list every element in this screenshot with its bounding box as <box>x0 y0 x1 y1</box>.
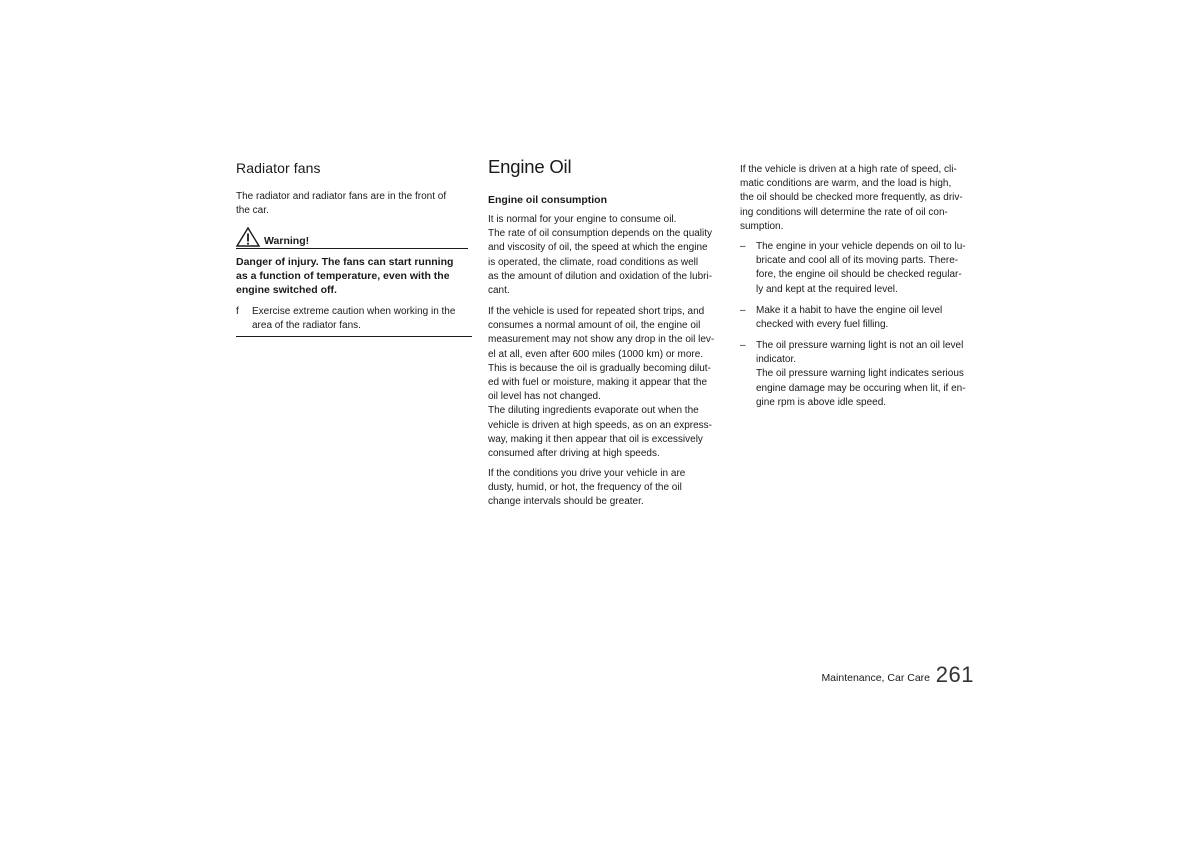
engine-oil-paragraph-3 <box>488 467 726 510</box>
engine-oil-heading: Engine Oil <box>488 156 572 177</box>
text-line: el at all, even after 600 miles (1000 km) or more. <box>488 348 704 360</box>
action-bullet-icon: f <box>236 306 239 317</box>
list-item <box>740 339 980 410</box>
text-line: Danger of injury. The fans can start running <box>236 256 454 268</box>
text-line: the oil should be checked more frequently, as driv- <box>740 192 963 204</box>
text-line: consumes a normal amount of oil, the engine oil <box>488 320 701 332</box>
text-line: area of the radiator fans. <box>252 320 361 332</box>
text-line: ly and kept at the required level. <box>756 283 898 295</box>
text-line: It is normal for your engine to consume oil. <box>488 214 677 225</box>
warning-triangle-icon <box>236 227 260 247</box>
text-line: consumed after driving at high speeds. <box>488 448 660 460</box>
section-divider <box>236 336 472 337</box>
text-line: fore, the engine oil should be checked regular- <box>756 269 962 281</box>
text-line: Exercise extreme caution when working in the <box>252 306 456 317</box>
text-line: The engine in your vehicle depends on oil to lu- <box>756 241 966 252</box>
text-line: way, making it then appear that oil is excessively <box>488 433 703 445</box>
text-line: dusty, humid, or hot, the frequency of the oil <box>488 482 682 494</box>
dash-bullet: – <box>740 340 746 351</box>
list-item <box>740 304 980 332</box>
list-item <box>740 240 980 297</box>
text-line: indicator. <box>756 354 797 366</box>
text-line: checked with every fuel filling. <box>756 319 889 331</box>
high-speed-paragraph <box>740 163 980 234</box>
text-line: bricate and cool all of its moving parts. There- <box>756 255 959 267</box>
engine-oil-paragraph-2 <box>488 305 726 461</box>
text-line: the car. <box>236 205 269 217</box>
text-line: matic conditions are warm, and the load is high, <box>740 178 952 190</box>
text-line: The rate of oil consumption depends on the quality <box>488 228 713 240</box>
text-line: as a function of temperature, even with the <box>236 270 450 283</box>
page-footer <box>790 662 976 690</box>
text-line: sumption. <box>740 220 784 232</box>
warning-header <box>236 227 468 249</box>
text-line: Make it a habit to have the engine oil level <box>756 305 943 316</box>
section-label: Maintenance, Car Care <box>821 672 930 684</box>
text-line: ed with fuel or moisture, making it appear that the <box>488 377 708 389</box>
text-line: The radiator and radiator fans are in the front of <box>236 191 447 202</box>
text-line: This is because the oil is gradually becoming dilut- <box>488 362 711 374</box>
radiator-fans-heading: Radiator fans <box>236 160 321 176</box>
text-line: oil level has not changed. <box>488 391 601 403</box>
dash-bullet: – <box>740 241 746 252</box>
engine-oil-paragraph-1 <box>488 213 726 298</box>
text-line: ing conditions will determine the rate of oil con- <box>740 206 948 218</box>
text-line: The oil pressure warning light indicates serious <box>756 368 964 380</box>
text-line: as the amount of dilution and oxidation of the lubri- <box>488 270 713 282</box>
text-line: measurement may not show any drop in the oil lev- <box>488 334 715 346</box>
text-line: engine damage may be occuring when lit, if en- <box>756 382 966 394</box>
text-line: is operated, the climate, road conditions as well <box>488 256 699 268</box>
text-line: If the vehicle is used for repeated short trips, and <box>488 306 705 317</box>
text-line: change intervals should be greater. <box>488 496 644 508</box>
warning-label: Warning! <box>264 235 310 247</box>
warning-text <box>236 255 470 298</box>
page-number: 261 <box>935 662 974 687</box>
text-line: gine rpm is above idle speed. <box>756 396 887 408</box>
text-line: cant. <box>488 285 510 297</box>
text-line: The diluting ingredients evaporate out when the <box>488 405 699 417</box>
radiator-intro <box>236 190 470 218</box>
action-item <box>236 305 470 333</box>
dash-bullet: – <box>740 305 746 316</box>
text-line: and viscosity of oil, the speed at which the engine <box>488 242 708 254</box>
text-line: engine switched off. <box>236 284 337 297</box>
text-line: The oil pressure warning light is not an oil level <box>756 340 964 351</box>
text-line: vehicle is driven at high speeds, as on an express- <box>488 419 713 431</box>
text-line: If the conditions you drive your vehicle in are <box>488 468 686 479</box>
text-line: If the vehicle is driven at a high rate of speed, cli- <box>740 164 957 175</box>
engine-oil-subheading: Engine oil consumption <box>488 194 607 206</box>
